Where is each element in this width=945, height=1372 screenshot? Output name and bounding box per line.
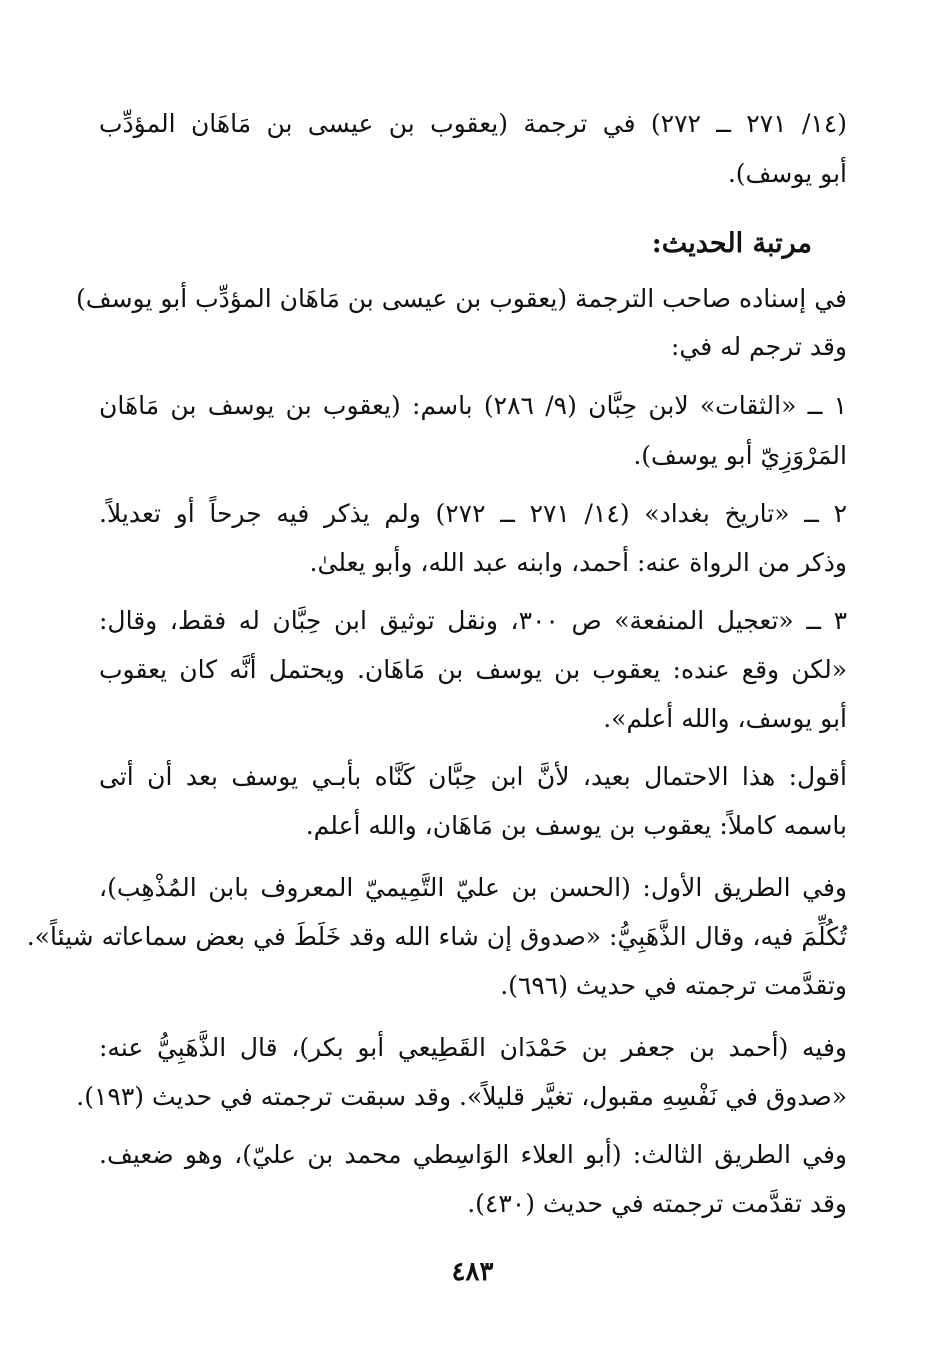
text-line: ١ ــ «الثقات» لابن حِبَّان (٩/ ٢٨٦) باسم: (يعقوب بن يوسف بن مَاهَان: [99, 391, 848, 420]
text-line: أبو يوسف).: [727, 159, 847, 188]
text-line: «صدوق في نَفْسِهِ مقبول، تغيَّر قليلاً». وقد سبقت ترجمته في حديث (١٩٣).: [76, 1082, 847, 1111]
text-line: أبو يوسف، والله أعلم».: [603, 704, 847, 733]
section-heading: مرتبة الحديث:: [651, 228, 812, 259]
text-line: تُكُلِّمَ فيه، وقال الذَّهَبِيُّ: «صدوق إن شاء الله وقد خَلَطَ في بعض سماعاته شيئاً».: [26, 922, 847, 951]
text-line: في إسناده صاحب الترجمة (يعقوب بن عيسى بن مَاهَان المؤدِّب أبو يوسف): [75, 284, 847, 313]
text-line: المَرْوَزِيّ أبو يوسف).: [633, 441, 847, 470]
text-line: وفي الطريق الأول: (الحسن بن عليّ التَّمِيميّ المعروف بابن المُذْهِب)،: [99, 873, 847, 902]
text-line: وذكر من الرواة عنه: أحمد، وابنه عبد الله، وأبو يعلىٰ.: [309, 548, 847, 577]
page-number: ٤٨٣: [451, 1257, 494, 1287]
text-line: وفيه (أحمد بن جعفر بن حَمْدَان القَطِيعي أبو بكر)، قال الذَّهَبِيُّ عنه:: [99, 1033, 847, 1062]
text-line: «لكن وقع عنده: يعقوب بن يوسف بن مَاهَان. ويحتمل أنَّه كان يعقوب: [99, 655, 847, 684]
text-line: أقول: هذا الاحتمال بعيد، لأنَّ ابن حِبَّان كَنَّاه بأبـي يوسف بعد أن أتى: [99, 762, 847, 791]
text-line: (١٤/ ٢٧١ ــ ٢٧٢) في ترجمة (يعقوب بن عيسى بن مَاهَان المؤدِّب: [99, 109, 847, 138]
text-line: وفي الطريق الثالث: (أبو العلاء الوَاسِطي محمد بن عليّ)، وهو ضعيف.: [99, 1140, 847, 1169]
text-line: ٣ ــ «تعجيل المنفعة» ص ٣٠٠، ونقل توثيق ابن حِبَّان له فقط، وقال:: [99, 606, 847, 635]
text-line: وتقدَّمت ترجمته في حديث (٦٩٦).: [500, 971, 847, 1000]
text-line: وقد تقدَّمت ترجمته في حديث (٤٣٠).: [467, 1189, 847, 1218]
text-line: باسمه كاملاً: يعقوب بن يوسف بن مَاهَان، والله أعلم.: [305, 811, 847, 840]
text-line: ٢ ــ «تاريخ بغداد» (١٤/ ٢٧١ ــ ٢٧٢) ولم يذكر فيه جرحاً أو تعديلاً.: [99, 499, 848, 528]
text-line: وقد ترجم له في:: [670, 332, 847, 361]
